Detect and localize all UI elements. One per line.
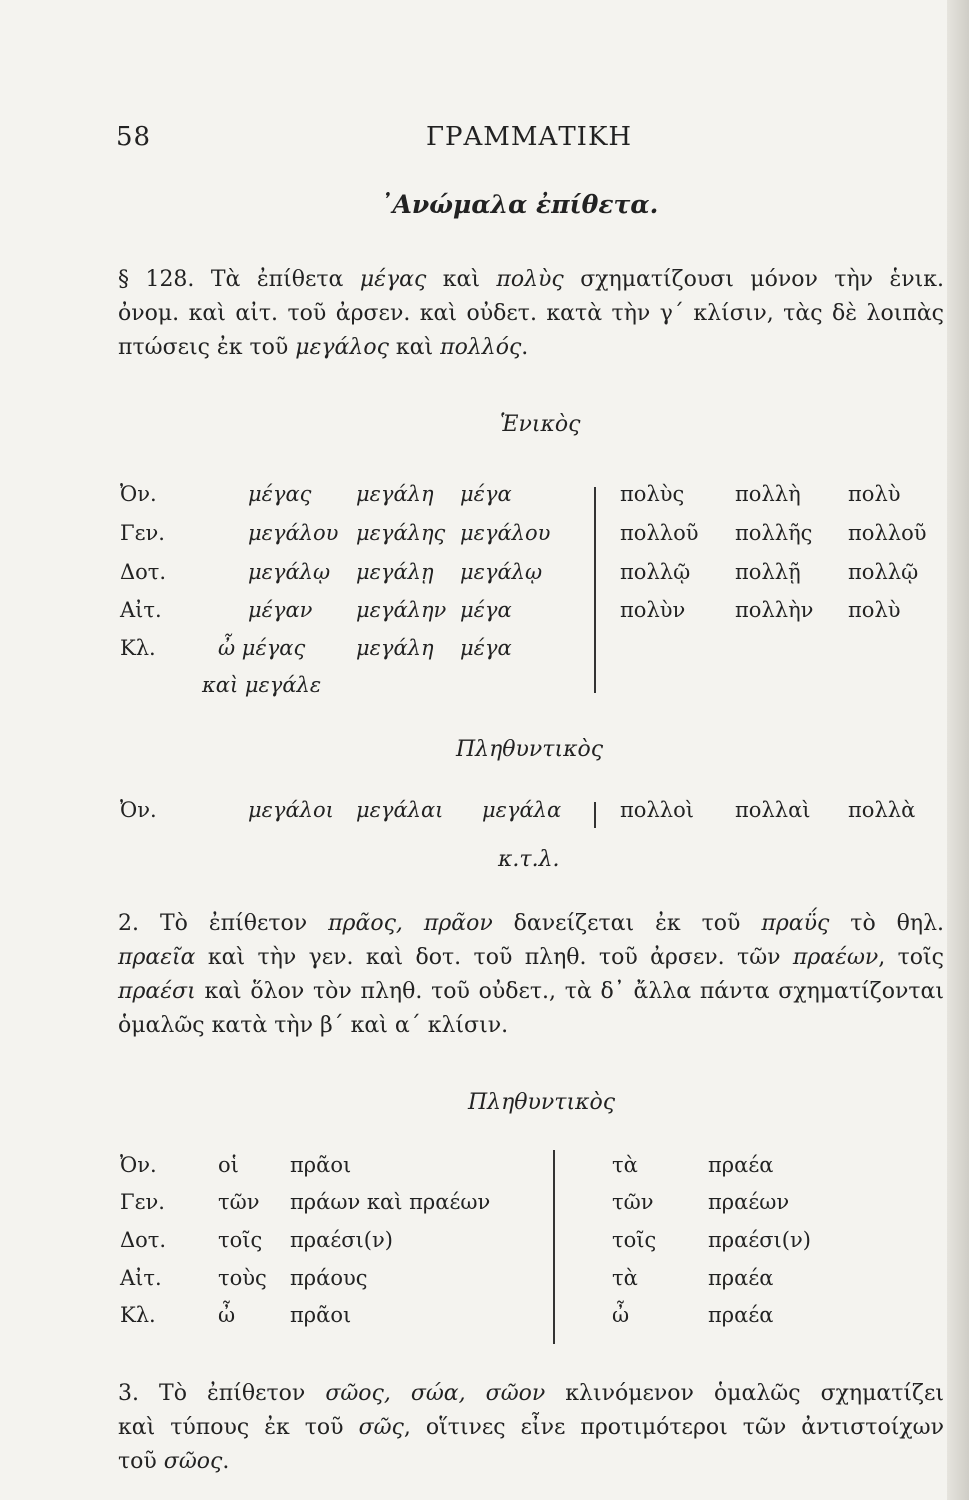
form-neuter: πραέσι(ν) [708, 1228, 811, 1252]
article: οἱ [218, 1153, 239, 1177]
article: ὦ [218, 1303, 236, 1327]
text-run: καὶ τύπους ἐκ τοῦ [118, 1415, 359, 1440]
text-run: § 128. Τὰ ἐπίθετα [118, 267, 360, 292]
form-polys-masc: πολλοῦ [620, 521, 699, 545]
form-megas-neut: μέγα [460, 636, 512, 660]
form-megas-neut: μέγα [460, 598, 512, 622]
text-run: ὀνομ. καὶ αἰτ. τοῦ ἀρσεν. καὶ οὐδετ. κατὰ τὴν γ´ κλίσιν, τὰς δὲ λοιπὰς [118, 301, 944, 326]
case-label: Αἰτ. [120, 598, 162, 622]
text-run: πτώσεις ἐκ τοῦ [118, 335, 296, 360]
form-neuter: πραέα [708, 1153, 774, 1177]
italic-term: σῶος, σώα, σῶον [325, 1381, 546, 1406]
text-run: 2. Τὸ ἐπίθετον [118, 911, 329, 936]
form-megas-masc: μέγαν [248, 598, 313, 622]
case-label: Γεν. [120, 1190, 165, 1214]
form-masc-fem: πρᾶοι [290, 1303, 352, 1327]
form-megas-fem-pl: μεγάλαι [356, 798, 444, 822]
italic-term: πραέων [792, 945, 879, 970]
running-title: ΓΡΑΜΜΑΤΙΚΗ [426, 122, 633, 152]
column-divider [594, 802, 596, 828]
paragraph-line [118, 907, 944, 941]
neuter-article: τῶν [612, 1190, 654, 1214]
neuter-article: τὰ [612, 1266, 638, 1290]
paragraph-line [118, 263, 944, 297]
neuter-article: ὦ [612, 1303, 630, 1327]
form-polys-neut: πολὺ [848, 482, 901, 506]
case-label: Αἰτ. [120, 1266, 162, 1290]
paragraph-line [118, 331, 944, 365]
column-divider [553, 1150, 555, 1344]
plural-heading: Πληθυντικὸς [456, 737, 604, 762]
text-run: 3. Τὸ ἐπίθετον [118, 1381, 326, 1406]
page-number: 58 [116, 122, 152, 152]
paragraph-line [118, 1377, 944, 1411]
form-megas-neut: μεγάλου [460, 521, 551, 545]
singular-heading: Ἑνικὸς [500, 412, 581, 437]
text-run: ὁμαλῶς κατὰ τὴν β´ καὶ α´ κλίσιν. [118, 1013, 509, 1038]
italic-term: σῶς [358, 1415, 404, 1440]
text-run: σχηματίζουσι μόνον τὴν ἑνικ. [563, 267, 944, 292]
form-polys-fem: πολλῆς [735, 521, 813, 545]
form-masc-fem: πραέσι(ν) [290, 1228, 393, 1252]
text-run: τοῦ [118, 1449, 164, 1474]
form-megas-fem: μεγάλης [356, 521, 446, 545]
paragraph-line [118, 1411, 944, 1445]
form-masc-fem: πράους [290, 1266, 368, 1290]
form-neuter: πραέων [708, 1190, 790, 1214]
form-megas-fem: μεγάλη [356, 482, 434, 506]
text-run: καὶ ὅλον τὸν πληθ. τοῦ οὐδετ., τὰ δ᾿ ἄλλα πάντα σχηματίζονται [195, 979, 944, 1004]
paragraph-line [118, 941, 944, 975]
paragraph-2 [118, 907, 944, 1043]
case-label: Ὀν. [120, 1153, 157, 1177]
text-run: καὶ [388, 335, 441, 360]
plural-heading-2: Πληθυντικὸς [468, 1090, 616, 1115]
form-megas-fem: μεγάλῃ [356, 560, 434, 584]
form-neuter: πραέα [708, 1266, 774, 1290]
italic-term: μέγας [359, 267, 427, 292]
form-polys-neut: πολλοῦ [848, 521, 927, 545]
form-polys-masc: πολὺν [620, 598, 686, 622]
case-label: Ὀν. [120, 798, 157, 822]
form-polys-fem: πολλὴ [735, 482, 801, 506]
italic-term: πολὺς [496, 267, 564, 292]
case-label: Κλ. [120, 636, 156, 660]
text-run: καὶ τὴν γεν. καὶ δοτ. τοῦ πληθ. τοῦ ἀρσεν. τῶν [195, 945, 793, 970]
form-polys-neut: πολὺ [848, 598, 901, 622]
form-polys-masc: πολλῷ [620, 560, 691, 584]
italic-term: πραεῖα [118, 945, 196, 970]
italic-term: πρᾶος, πρᾶον [328, 911, 493, 936]
form-polys-fem: πολλὴν [735, 598, 814, 622]
paragraph-3 [118, 1377, 944, 1479]
neuter-article: τοῖς [612, 1228, 657, 1252]
form-polys-fem-pl: πολλαὶ [735, 798, 811, 822]
vocative-alt: καὶ μεγάλε [202, 673, 322, 697]
column-divider [594, 487, 596, 693]
section-title: ᾿Ανώμαλα ἐπίθετα. [380, 190, 659, 219]
paragraph-128 [118, 263, 944, 365]
form-masc-fem: πράων καὶ πραέων [290, 1190, 491, 1214]
form-polys-masc: πολὺς [620, 482, 685, 506]
text-run: , οἵτινες εἶνε προτιμότεροι τῶν ἀντιστοίχων [403, 1415, 944, 1440]
etc-marker: κ.τ.λ. [498, 847, 560, 872]
text-run: κλινόμενον ὁμαλῶς σχηματίζει [545, 1381, 944, 1406]
case-label: Γεν. [120, 521, 165, 545]
paragraph-line [118, 297, 944, 331]
form-polys-neut-pl: πολλὰ [848, 798, 916, 822]
paragraph-line [118, 1445, 944, 1479]
case-label: Δοτ. [120, 560, 167, 584]
italic-term: πραΰς [761, 911, 830, 936]
text-run: , τοῖς [878, 945, 944, 970]
text-run: τὸ θηλ. [829, 911, 945, 936]
italic-term: πολλός [440, 335, 522, 360]
article: τῶν [218, 1190, 260, 1214]
form-masc-fem: πρᾶοι [290, 1153, 352, 1177]
article: τοῖς [218, 1228, 263, 1252]
italic-term: πραέσι [118, 979, 196, 1004]
italic-term: μεγάλος [295, 335, 389, 360]
form-megas-neut: μέγα [460, 482, 512, 506]
form-megas-masc: μεγάλου [248, 521, 339, 545]
page-edge [947, 0, 969, 1500]
form-megas-neut: μεγάλῳ [460, 560, 543, 584]
text-run: . [222, 1449, 230, 1474]
form-megas-neut-pl: μεγάλα [482, 798, 562, 822]
text-run: δανείζεται ἐκ τοῦ [492, 911, 762, 936]
form-neuter: πραέα [708, 1303, 774, 1327]
paragraph-line [118, 1009, 944, 1043]
form-megas-fem: μεγάλην [356, 598, 447, 622]
paragraph-line [118, 975, 944, 1009]
form-megas-fem: μεγάλη [356, 636, 434, 660]
form-polys-neut: πολλῷ [848, 560, 919, 584]
article: τοὺς [218, 1266, 267, 1290]
form-megas-masc: μέγας [248, 482, 312, 506]
case-label: Κλ. [120, 1303, 156, 1327]
text-run: καὶ [426, 267, 497, 292]
form-megas-masc: μεγάλῳ [248, 560, 331, 584]
italic-term: σῶος [163, 1449, 223, 1474]
case-label: Δοτ. [120, 1228, 167, 1252]
form-megas-masc-pl: μεγάλοι [248, 798, 334, 822]
neuter-article: τὰ [612, 1153, 638, 1177]
form-polys-masc-pl: πολλοὶ [620, 798, 694, 822]
case-label: Ὀν. [120, 482, 157, 506]
form-polys-fem: πολλῇ [735, 560, 801, 584]
text-run: . [521, 335, 529, 360]
form-megas-masc: ὦ μέγας [218, 636, 306, 660]
